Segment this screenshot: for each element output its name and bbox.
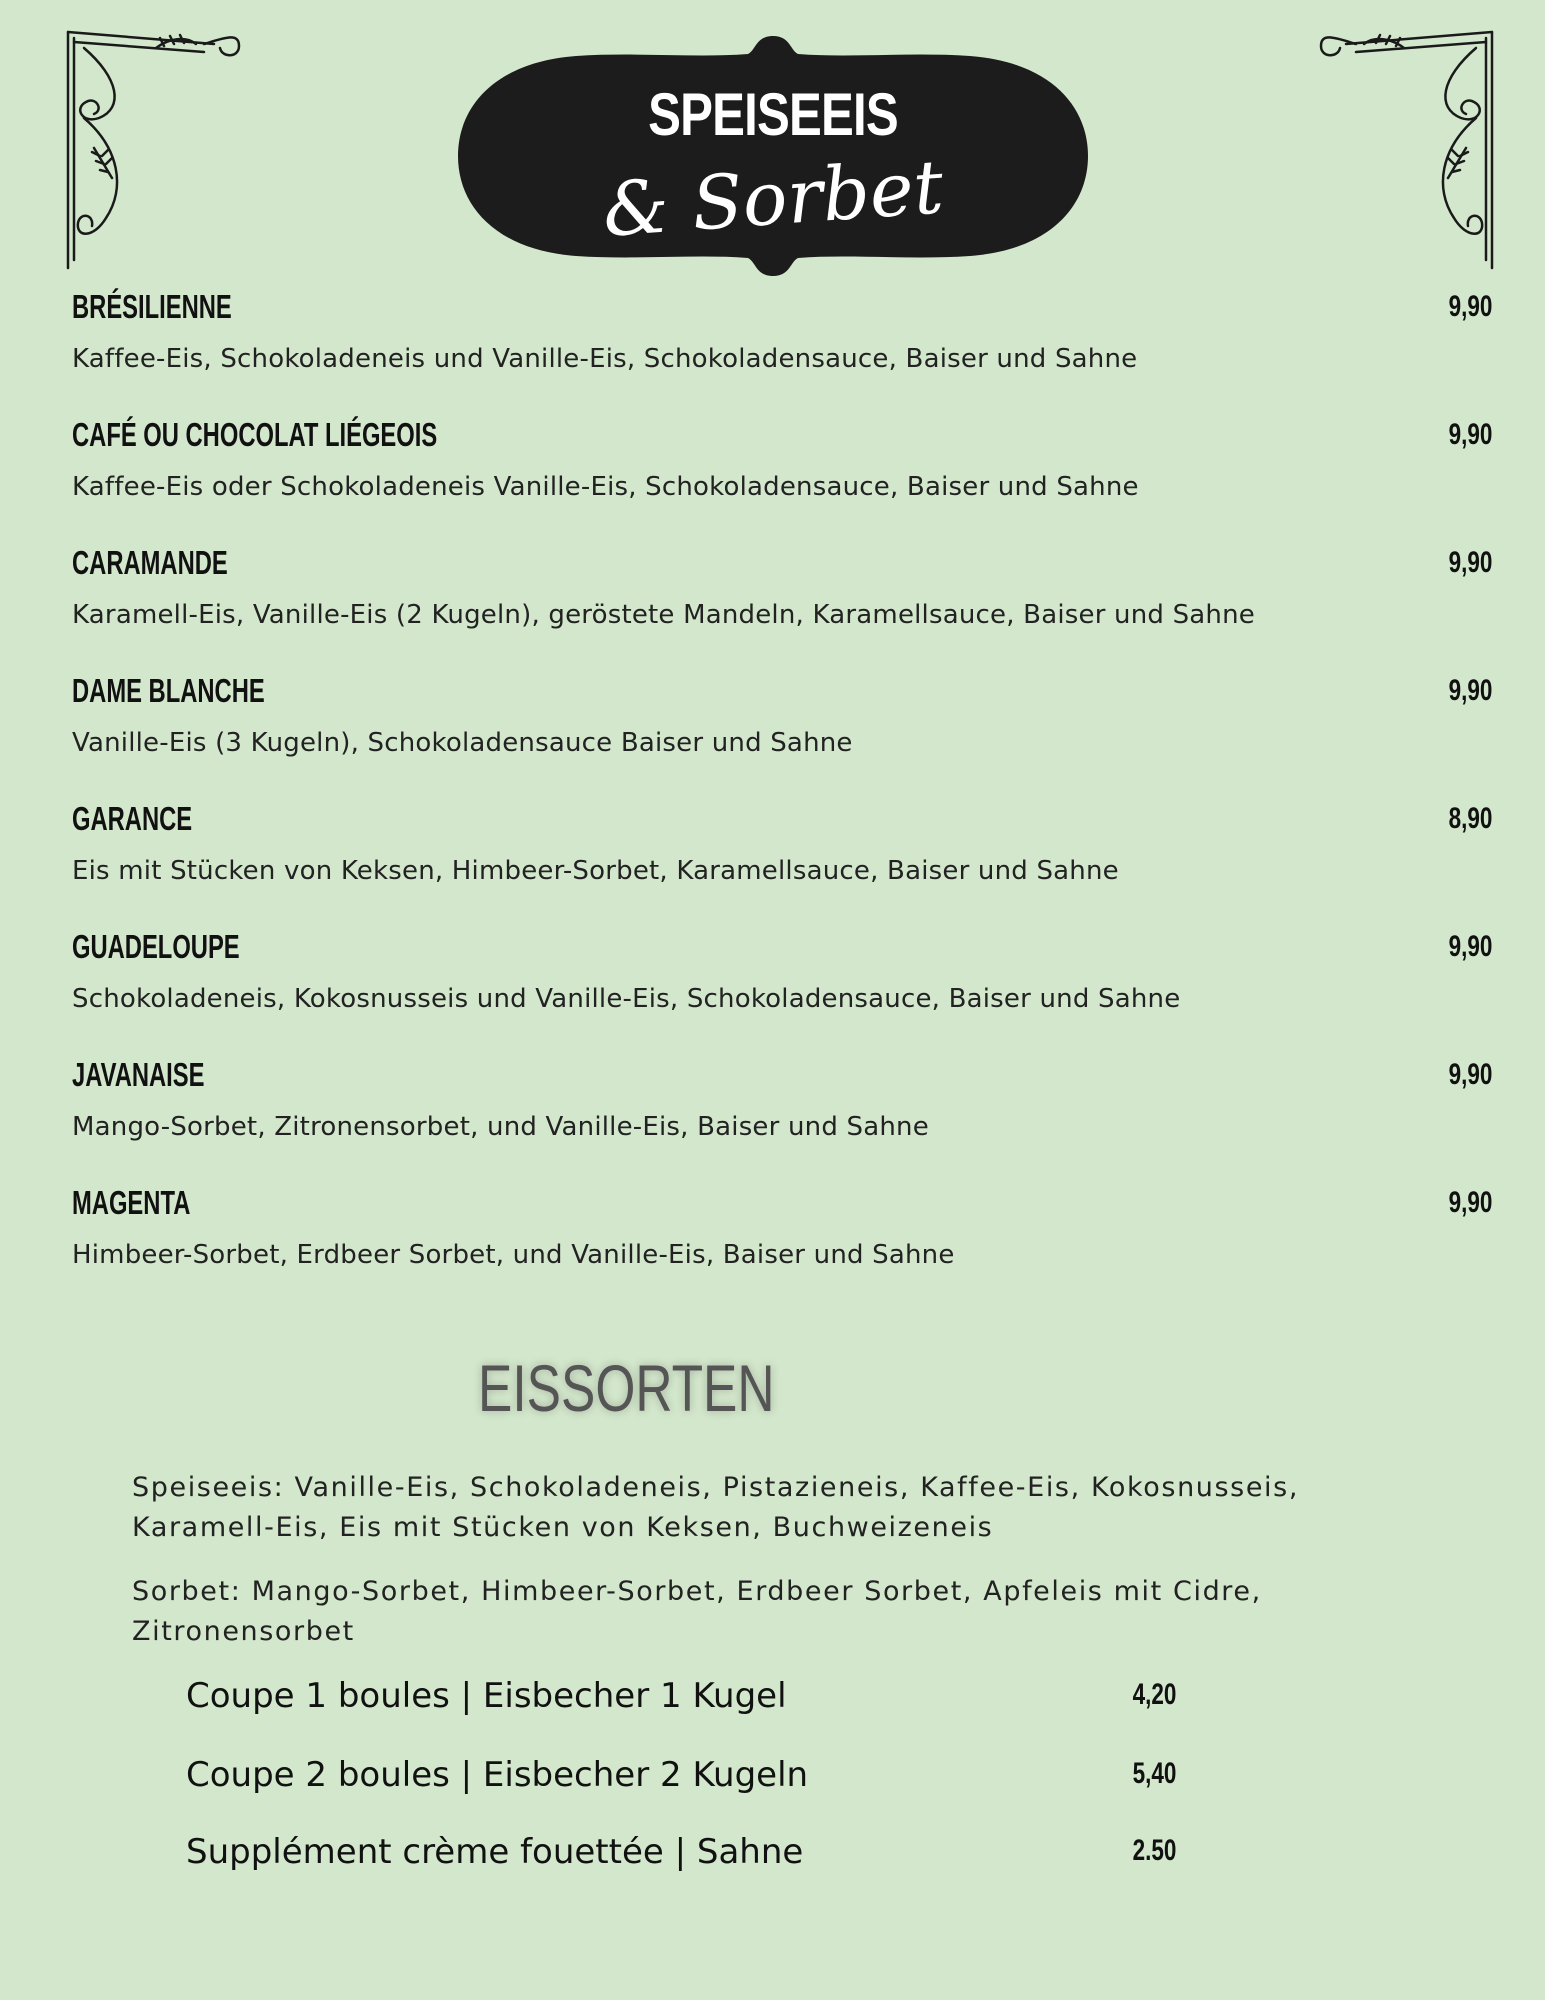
list-item bbox=[72, 1050, 1492, 1178]
portion-price: 2.50 bbox=[1132, 1834, 1176, 1867]
item-name: DAME BLANCHE bbox=[72, 672, 265, 709]
section-title: EISSORTEN bbox=[478, 1351, 775, 1425]
item-description: Vanille-Eis (3 Kugeln), Schokoladensauce Baiser und Sahne bbox=[72, 728, 853, 758]
corner-ornament-icon bbox=[1311, 28, 1496, 273]
portion-row bbox=[186, 1755, 1176, 1815]
item-price: 8,90 bbox=[1448, 802, 1492, 835]
flavor-line: Zitronensorbet bbox=[132, 1616, 355, 1647]
page-subtitle: & Sorbet bbox=[599, 144, 947, 254]
item-price: 9,90 bbox=[1448, 290, 1492, 323]
portion-label: Coupe 1 boules | Eisbecher 1 Kugel bbox=[186, 1676, 787, 1716]
list-item bbox=[72, 666, 1492, 794]
item-price: 9,90 bbox=[1448, 1058, 1492, 1091]
title-banner bbox=[456, 36, 1090, 276]
list-item bbox=[72, 794, 1492, 922]
flavor-line: Speiseeis: Vanille-Eis, Schokoladeneis, Pistazieneis, Kaffee-Eis, Kokosnusseis, bbox=[132, 1472, 1300, 1503]
speiseeis-flavors bbox=[132, 1468, 1392, 1548]
item-description: Eis mit Stücken von Keksen, Himbeer-Sorbet, Karamellsauce, Baiser und Sahne bbox=[72, 856, 1119, 886]
item-description: Mango-Sorbet, Zitronensorbet, und Vanille-Eis, Baiser und Sahne bbox=[72, 1112, 929, 1142]
portion-price: 5,40 bbox=[1132, 1757, 1176, 1790]
item-name: JAVANAISE bbox=[72, 1056, 205, 1093]
item-description: Kaffee-Eis, Schokoladeneis und Vanille-Eis, Schokoladensauce, Baiser und Sahne bbox=[72, 344, 1138, 374]
item-description: Kaffee-Eis oder Schokoladeneis Vanille-Eis, Schokoladensauce, Baiser und Sahne bbox=[72, 472, 1139, 502]
item-price: 9,90 bbox=[1448, 930, 1492, 963]
flavor-line: Sorbet: Mango-Sorbet, Himbeer-Sorbet, Erdbeer Sorbet, Apfeleis mit Cidre, bbox=[132, 1576, 1262, 1607]
corner-ornament-icon bbox=[64, 28, 249, 273]
page-title: SPEISEEIS bbox=[648, 81, 898, 148]
list-item bbox=[72, 1178, 1492, 1306]
item-price: 9,90 bbox=[1448, 418, 1492, 451]
item-price: 9,90 bbox=[1448, 1186, 1492, 1219]
portion-row bbox=[186, 1832, 1176, 1892]
item-name: MAGENTA bbox=[72, 1184, 191, 1221]
list-item bbox=[72, 922, 1492, 1050]
item-description: Karamell-Eis, Vanille-Eis (2 Kugeln), geröstete Mandeln, Karamellsauce, Baiser und Sahne bbox=[72, 600, 1255, 630]
item-price: 9,90 bbox=[1448, 674, 1492, 707]
sorbet-flavors bbox=[132, 1572, 1392, 1652]
item-name: GUADELOUPE bbox=[72, 928, 240, 965]
item-description: Himbeer-Sorbet, Erdbeer Sorbet, und Vanille-Eis, Baiser und Sahne bbox=[72, 1240, 955, 1270]
flavor-line: Karamell-Eis, Eis mit Stücken von Keksen, Buchweizeneis bbox=[132, 1512, 994, 1543]
item-name: BRÉSILIENNE bbox=[72, 288, 232, 325]
menu-list bbox=[72, 282, 1492, 1306]
list-item bbox=[72, 538, 1492, 666]
item-name: CAFÉ OU CHOCOLAT LIÉGEOIS bbox=[72, 416, 438, 453]
item-description: Schokoladeneis, Kokosnusseis und Vanille-Eis, Schokoladensauce, Baiser und Sahne bbox=[72, 984, 1181, 1014]
item-price: 9,90 bbox=[1448, 546, 1492, 579]
item-name: CARAMANDE bbox=[72, 544, 228, 581]
portion-label: Coupe 2 boules | Eisbecher 2 Kugeln bbox=[186, 1755, 809, 1795]
portion-row bbox=[186, 1676, 1176, 1736]
item-name: GARANCE bbox=[72, 800, 193, 837]
portion-label: Supplément crème fouettée | Sahne bbox=[186, 1832, 804, 1872]
list-item bbox=[72, 410, 1492, 538]
list-item bbox=[72, 282, 1492, 410]
portion-price: 4,20 bbox=[1132, 1678, 1176, 1711]
